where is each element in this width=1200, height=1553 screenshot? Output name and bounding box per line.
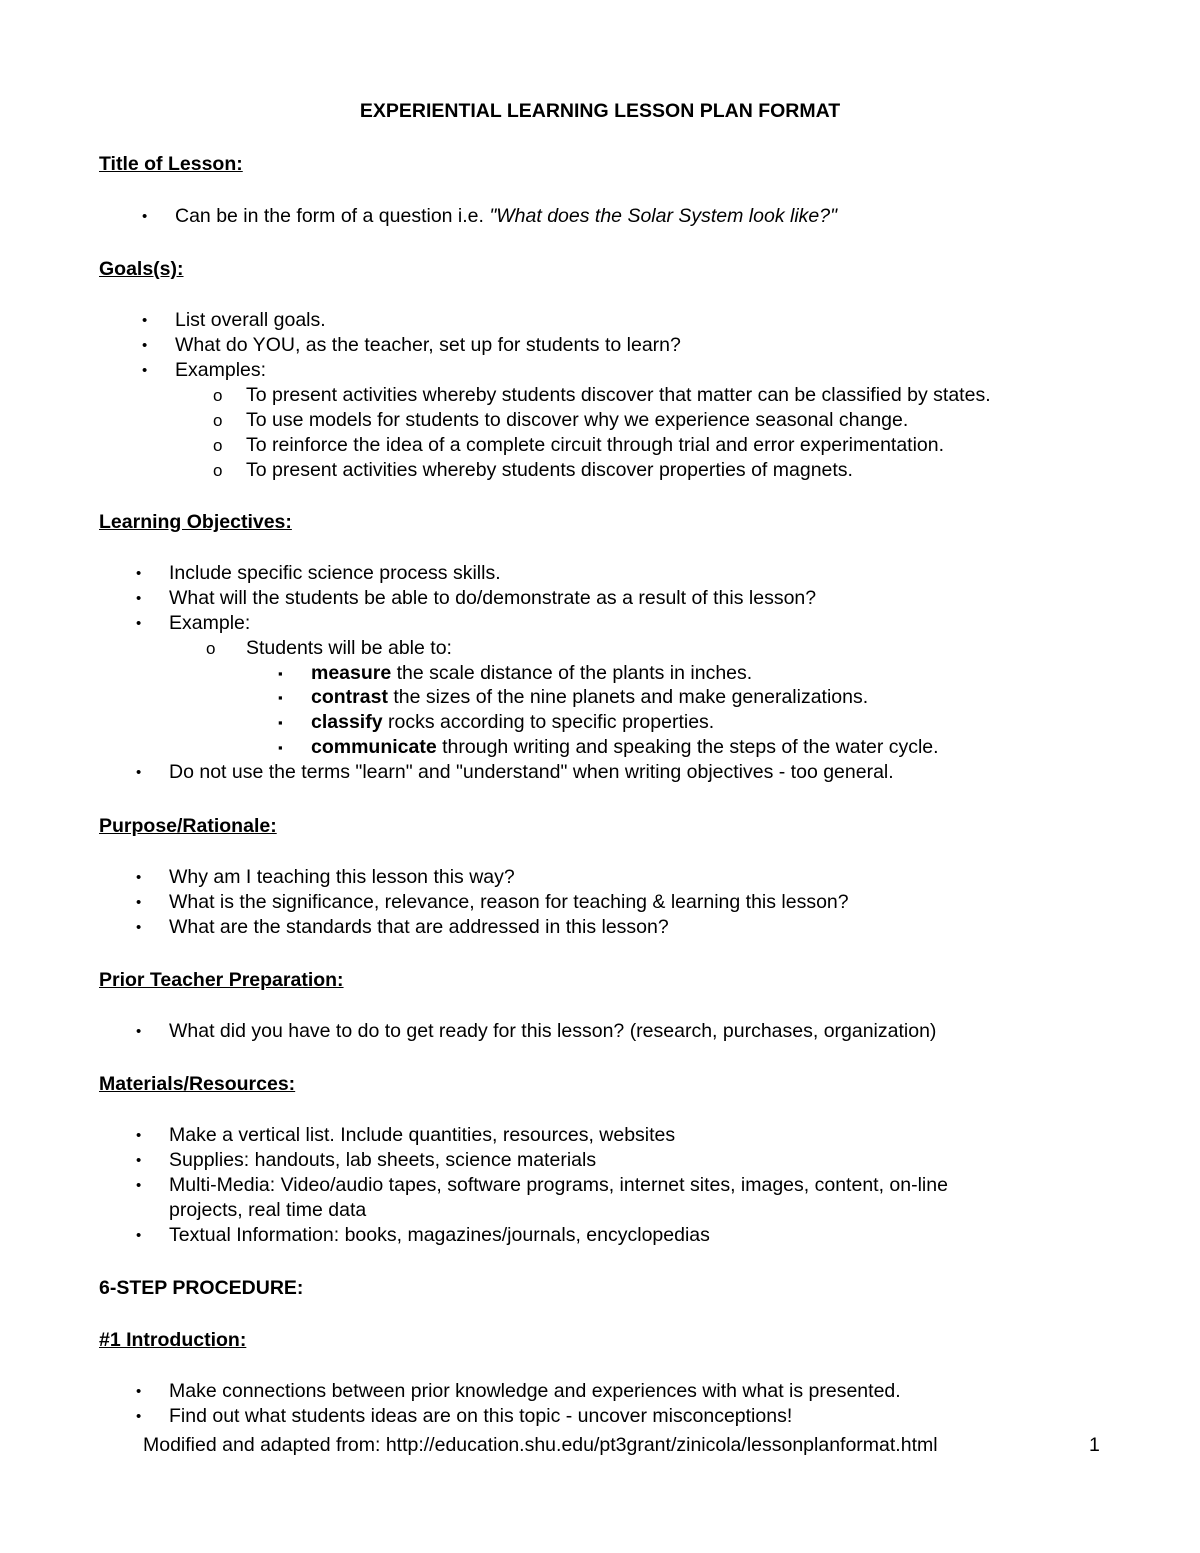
title-of-lesson-item-prefix: Can be in the form of a question i.e.	[175, 205, 490, 227]
purpose-item: What is the significance, relevance, reason for teaching & learning this lesson?	[169, 891, 849, 913]
bullet-glyph: •	[136, 1227, 142, 1244]
skill-rest: rocks according to specific properties.	[382, 711, 715, 733]
footer-page-number: 1	[1089, 1434, 1100, 1456]
skill-verb: contrast	[311, 686, 388, 708]
bullet-glyph: •	[136, 869, 142, 886]
goals-item: Examples:	[175, 359, 267, 381]
skill-verb: measure	[311, 662, 392, 684]
objectives-item: Example:	[169, 612, 251, 634]
objectives-sub-item: Students will be able to:	[246, 637, 452, 659]
bullet-glyph: •	[136, 1127, 142, 1144]
bullet-glyph: •	[136, 1152, 142, 1169]
footer-source: Modified and adapted from: http://education.shu.edu/pt3grant/zinicola/lessonplanformat.html	[143, 1434, 938, 1456]
circle-glyph: o	[213, 386, 223, 405]
skill-rest: the scale distance of the plants in inches.	[391, 662, 753, 684]
square-glyph: ▪	[278, 690, 283, 705]
title-of-lesson-item	[175, 204, 837, 228]
bullet-glyph: •	[136, 565, 142, 582]
square-glyph: ▪	[278, 666, 283, 681]
goals-item: List overall goals.	[175, 309, 326, 331]
bullet-glyph: •	[136, 1408, 142, 1425]
square-glyph: ▪	[278, 740, 283, 755]
heading-introduction: #1 Introduction:	[99, 1329, 247, 1351]
heading-goals: Goals(s):	[99, 258, 184, 280]
introduction-item: Make connections between prior knowledge and experiences with what is presented.	[169, 1380, 901, 1402]
bullet-glyph: •	[136, 1023, 142, 1040]
objectives-item: What will the students be able to do/demonstrate as a result of this lesson?	[169, 587, 817, 609]
bullet-glyph: •	[136, 764, 142, 781]
circle-glyph: o	[213, 411, 223, 430]
circle-glyph: o	[213, 436, 223, 455]
skill-rest: the sizes of the nine planets and make generalizations.	[387, 686, 869, 708]
materials-item: Multi-Media: Video/audio tapes, software programs, internet sites, images, content, on-line	[169, 1174, 948, 1196]
materials-item-continuation: projects, real time data	[169, 1199, 367, 1221]
purpose-item: What are the standards that are addressed in this lesson?	[169, 916, 669, 938]
bullet-glyph: •	[136, 919, 142, 936]
heading-6-step-procedure: 6-STEP PROCEDURE:	[99, 1277, 304, 1299]
goals-item: What do YOU, as the teacher, set up for students to learn?	[175, 334, 681, 356]
bullet-glyph: •	[136, 590, 142, 607]
objectives-skill	[311, 685, 868, 709]
skill-verb: communicate	[311, 736, 437, 758]
skill-rest: through writing and speaking the steps of the water cycle.	[436, 736, 939, 758]
goals-example: To present activities whereby students discover that matter can be classified by states.	[246, 384, 991, 406]
introduction-item: Find out what students ideas are on this topic - uncover misconceptions!	[169, 1405, 793, 1427]
bullet-glyph: •	[136, 1383, 142, 1400]
bullet-glyph: •	[142, 362, 148, 379]
materials-item: Make a vertical list. Include quantities, resources, websites	[169, 1124, 676, 1146]
bullet-glyph: •	[142, 208, 148, 225]
heading-purpose-rationale: Purpose/Rationale:	[99, 815, 277, 837]
prior-prep-item: What did you have to do to get ready for this lesson? (research, purchases, organization)	[169, 1020, 937, 1042]
title-of-lesson-item-example: "What does the Solar System look like?"	[489, 205, 838, 227]
heading-prior-teacher-preparation: Prior Teacher Preparation:	[99, 969, 344, 991]
objectives-skill	[311, 661, 752, 685]
circle-glyph: o	[213, 461, 223, 480]
objectives-final-item: Do not use the terms "learn" and "understand" when writing objectives - too general.	[169, 761, 894, 783]
objectives-item: Include specific science process skills.	[169, 562, 501, 584]
bullet-glyph: •	[136, 1177, 142, 1194]
bullet-glyph: •	[142, 312, 148, 329]
bullet-glyph: •	[142, 337, 148, 354]
goals-example: To use models for students to discover why we experience seasonal change.	[246, 409, 909, 431]
document-title: EXPERIENTIAL LEARNING LESSON PLAN FORMAT	[359, 100, 841, 122]
goals-example: To present activities whereby students discover properties of magnets.	[246, 459, 853, 481]
heading-materials-resources: Materials/Resources:	[99, 1073, 296, 1095]
bullet-glyph: •	[136, 894, 142, 911]
bullet-glyph: •	[136, 615, 142, 632]
circle-glyph: o	[206, 639, 216, 658]
materials-item: Textual Information: books, magazines/journals, encyclopedias	[169, 1224, 710, 1246]
objectives-skill	[311, 710, 714, 734]
purpose-item: Why am I teaching this lesson this way?	[169, 866, 515, 888]
heading-title-of-lesson: Title of Lesson:	[99, 153, 243, 175]
square-glyph: ▪	[278, 715, 283, 730]
goals-example: To reinforce the idea of a complete circuit through trial and error experimentation.	[246, 434, 945, 456]
objectives-skill	[311, 735, 939, 759]
heading-learning-objectives: Learning Objectives:	[99, 511, 292, 533]
materials-item: Supplies: handouts, lab sheets, science materials	[169, 1149, 597, 1171]
skill-verb: classify	[311, 711, 383, 733]
